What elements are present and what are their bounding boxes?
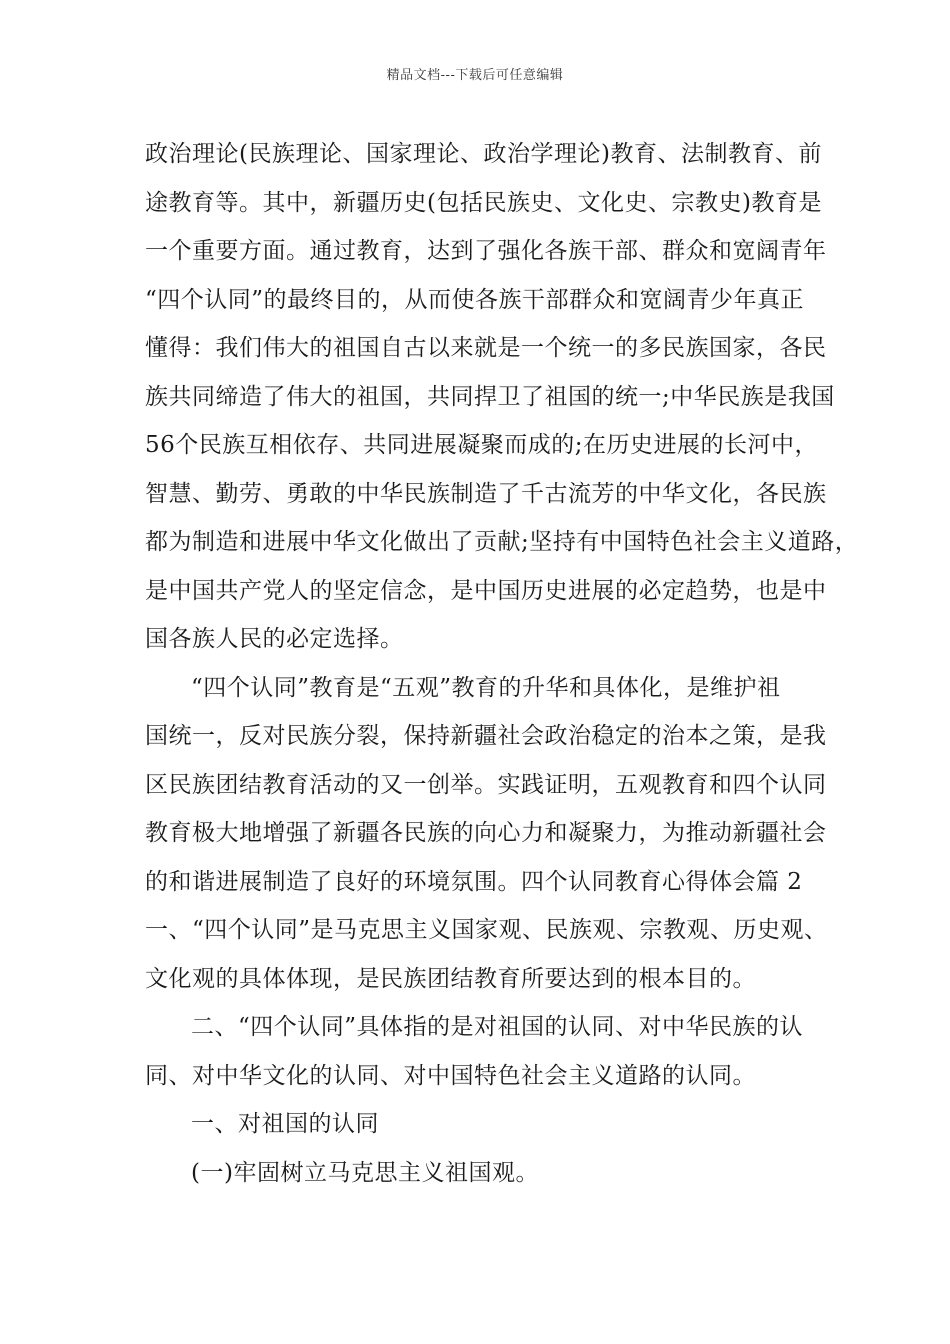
text-line: 国统一，反对民族分裂，保持新疆社会政治稳定的治本之策，是我 <box>145 723 827 749</box>
text-line: 教育极大地增强了新疆各民族的向心力和凝聚力，为推动新疆社会 <box>145 820 827 846</box>
paragraph-start: 二、“四个认同”具体指的是对祖国的认同、对中华民族的认 <box>191 1014 804 1040</box>
text-line: 国各族人民的必定选择。 <box>145 626 404 652</box>
text-line: 是中国共产党人的坚定信念，是中国历史进展的必定趋势，也是中 <box>145 577 827 604</box>
text-line: 一、“四个认同”是马克思主义国家观、民族观、宗教观、历史观、 <box>145 917 828 943</box>
subsection-heading: (一)牢固树立马克思主义祖国观。 <box>191 1159 539 1186</box>
text-line: 懂得：我们伟大的祖国自古以来就是一个统一的多民族国家，各民 <box>145 335 827 361</box>
text-line: 的和谐进展制造了良好的环境氛围。四个认同教育心得体会篇 2 <box>145 868 803 895</box>
section-heading: 一、对祖国的认同 <box>191 1111 379 1137</box>
text-line: 同、对中华文化的认同、对中国特色社会主义道路的认同。 <box>145 1062 756 1089</box>
text-line: 政治理论(民族理论、国家理论、政治学理论)教育、法制教育、前 <box>145 141 822 167</box>
text-line: 途教育等。其中，新疆历史(包括民族史、文化史、宗教史)教育是 <box>145 189 822 216</box>
paragraph-start: “四个认同”教育是“五观”教育的升华和具体化，是维护祖 <box>191 674 781 701</box>
text-line: 区民族团结教育活动的又一创举。实践证明，五观教育和四个认同 <box>145 771 827 798</box>
text-line: 文化观的具体体现，是民族团结教育所要达到的根本目的。 <box>145 965 756 992</box>
text-line: 都为制造和进展中华文化做出了贡献;坚持有中国特色社会主义道路， <box>145 529 859 555</box>
text-line: 智慧、勤劳、勇敢的中华民族制造了千古流芳的中华文化，各民族 <box>145 480 827 507</box>
document-body <box>145 130 859 1197</box>
text-line: “四个认同”的最终目的，从而使各族干部群众和宽阔青少年真正 <box>145 286 805 313</box>
text-line: 56个民族互相依存、共同进展凝聚而成的;在历史进展的长河中， <box>145 432 819 458</box>
text-line: 族共同缔造了伟大的祖国，共同捍卫了祖国的统一;中华民族是我国 <box>145 383 835 410</box>
text-line: 一个重要方面。通过教育，达到了强化各族干部、群众和宽阔青年 <box>145 238 827 264</box>
page-header: 精品文档---下载后可任意编辑 <box>386 68 564 83</box>
